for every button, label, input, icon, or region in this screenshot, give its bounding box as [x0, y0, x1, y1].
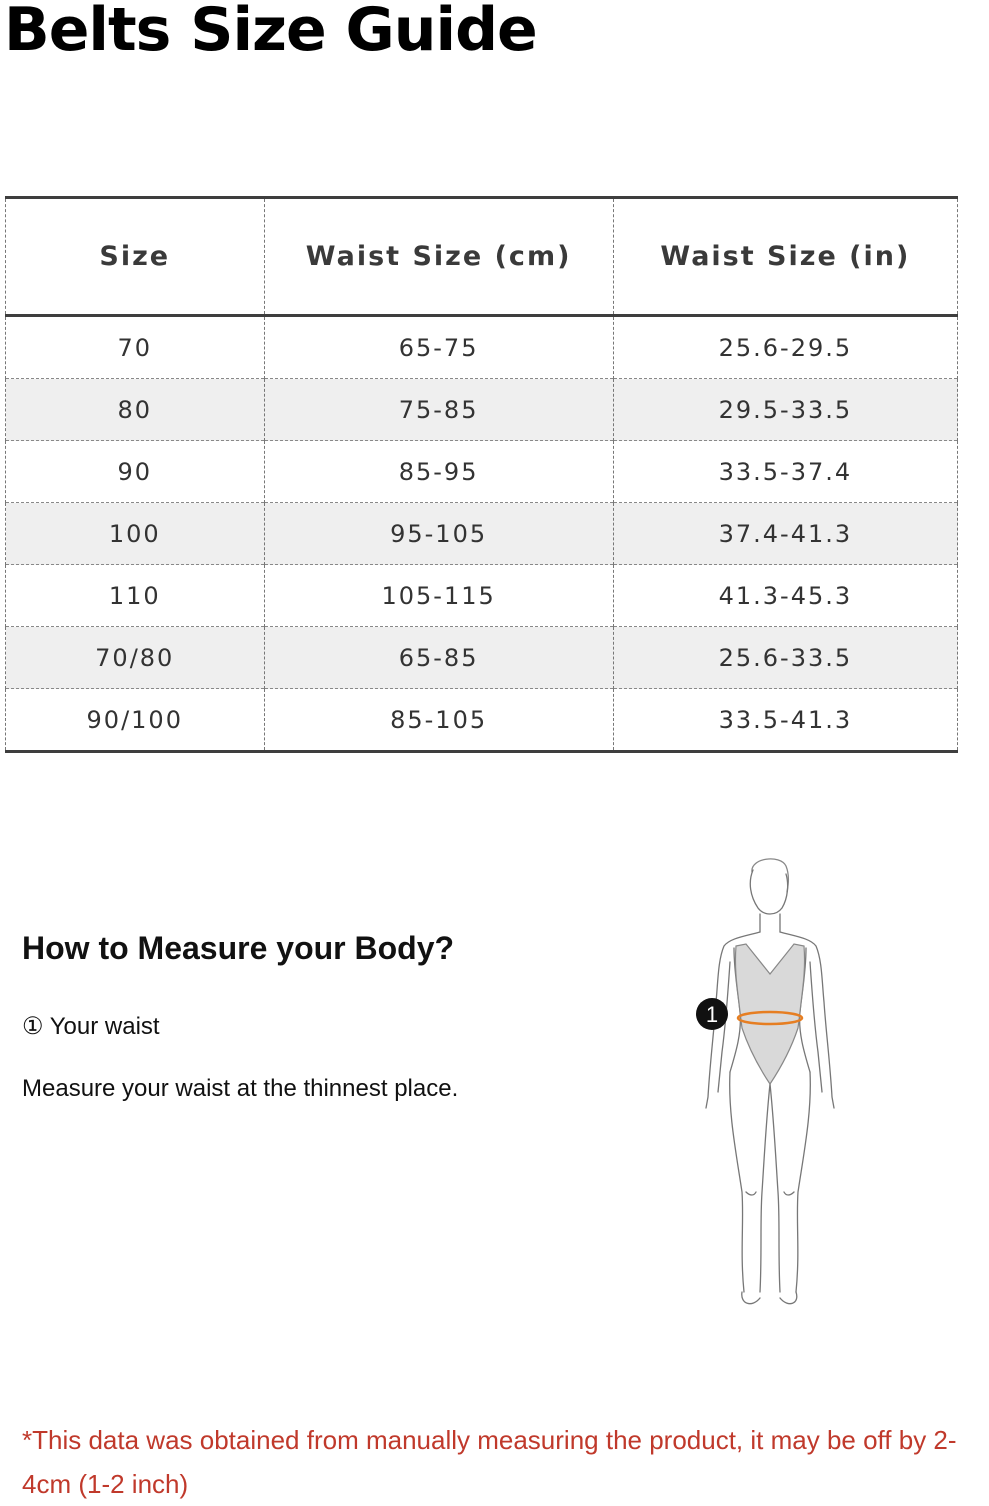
header-size: Size: [6, 198, 265, 316]
table-row: [6, 503, 958, 565]
cell-waist-in: 37.4-41.3: [613, 503, 957, 565]
cell-size: 100: [6, 503, 265, 565]
cell-waist-in: 29.5-33.5: [613, 379, 957, 441]
cell-waist-cm: 95-105: [264, 503, 613, 565]
page-title: Belts Size Guide: [4, 0, 537, 65]
cell-waist-cm: 75-85: [264, 379, 613, 441]
cell-waist-cm: 65-75: [264, 316, 613, 379]
cell-size: 70/80: [6, 627, 265, 689]
size-table: [5, 196, 958, 753]
table-row: [6, 565, 958, 627]
cell-size: 90/100: [6, 689, 265, 752]
step-waist-description: Measure your waist at the thinnest place.: [22, 1075, 459, 1102]
cell-waist-in: 25.6-33.5: [613, 627, 957, 689]
table-row: [6, 441, 958, 503]
cell-waist-in: 25.6-29.5: [613, 316, 957, 379]
cell-waist-cm: 85-105: [264, 689, 613, 752]
cell-size: 70: [6, 316, 265, 379]
cell-size: 90: [6, 441, 265, 503]
cell-waist-in: 33.5-37.4: [613, 441, 957, 503]
table-row: [6, 379, 958, 441]
measure-title: How to Measure your Body?: [22, 930, 455, 966]
cell-waist-in: 33.5-41.3: [613, 689, 957, 752]
cell-waist-cm: 85-95: [264, 441, 613, 503]
step-waist-label: ① Your waist: [22, 1013, 160, 1040]
table-header-row: [6, 198, 958, 316]
cell-waist-cm: 105-115: [264, 565, 613, 627]
table-row: [6, 316, 958, 379]
header-waist-in: Waist Size (in): [613, 198, 957, 316]
table-row: [6, 689, 958, 752]
marker-number: 1: [705, 1002, 719, 1027]
body-figure-illustration: [690, 852, 850, 1312]
cell-waist-cm: 65-85: [264, 627, 613, 689]
header-waist-cm: Waist Size (cm): [264, 198, 613, 316]
cell-waist-in: 41.3-45.3: [613, 565, 957, 627]
cell-size: 80: [6, 379, 265, 441]
footnote-disclaimer: *This data was obtained from manually measuring the product, it may be off by 2-4cm (1-2 inch): [22, 1425, 957, 1499]
cell-size: 110: [6, 565, 265, 627]
table-row: [6, 627, 958, 689]
